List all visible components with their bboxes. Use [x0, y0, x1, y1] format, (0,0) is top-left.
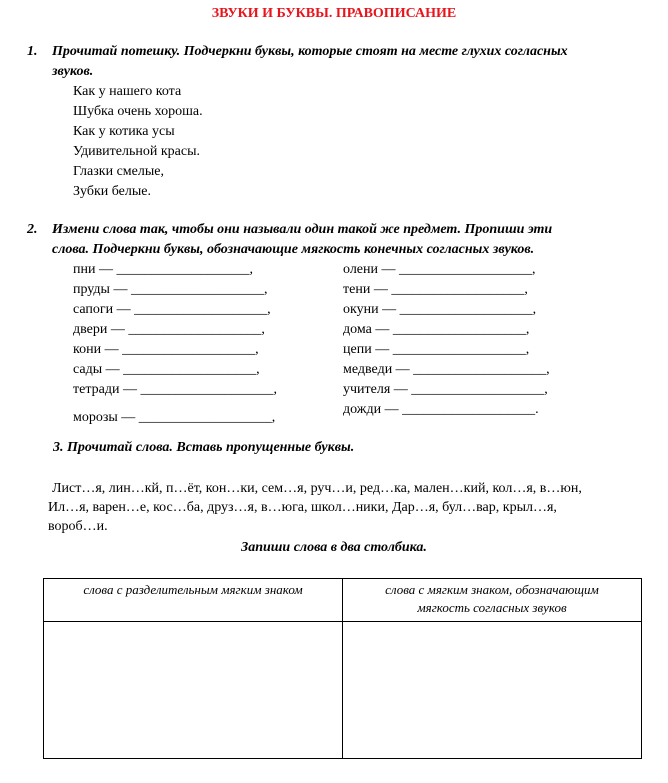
- page-title: ЗВУКИ И БУКВЫ. ПРАВОПИСАНИЕ: [211, 6, 457, 21]
- task2-number: 2.: [27, 222, 38, 237]
- word-item[interactable]: кони — ___________________,: [73, 342, 259, 357]
- word-item[interactable]: дожди — ___________________.: [343, 402, 539, 417]
- word-item[interactable]: медведи — ___________________,: [343, 362, 550, 377]
- word-item[interactable]: пруды — ___________________,: [73, 282, 268, 297]
- table-header-col2-line1: слова с мягким знаком, обозначающим: [385, 582, 599, 597]
- table-header-col2: [343, 579, 642, 622]
- poem-line: Шубка очень хороша.: [73, 104, 203, 119]
- task3-words-line1[interactable]: Лист…я, лин…кй, п…ёт, кон…ки, сем…я, руч…и, ред…ка, мален…кий, кол…я, в…юн,: [52, 481, 582, 496]
- task3-subtitle: Запиши слова в два столбика.: [241, 540, 427, 555]
- word-item[interactable]: дома — ___________________,: [343, 322, 530, 337]
- poem-line: Глазки смелые,: [73, 164, 164, 179]
- poem-line: Зубки белые.: [73, 184, 152, 199]
- poem-line: Как у нашего кота: [73, 84, 182, 99]
- task2-instruction-line2: слова. Подчеркни буквы, обозначающие мягкость конечных согласных звуков.: [52, 242, 535, 257]
- word-item[interactable]: окуни — ___________________,: [343, 302, 537, 317]
- word-item[interactable]: сады — ___________________,: [73, 362, 260, 377]
- task2-instruction-line1: Измени слова так, чтобы они называли один такой же предмет. Пропиши эти: [52, 222, 553, 237]
- poem-line: Как у котика усы: [73, 124, 175, 139]
- word-item[interactable]: сапоги — ___________________,: [73, 302, 271, 317]
- word-item[interactable]: морозы — ___________________,: [73, 410, 276, 425]
- task1-number: 1.: [27, 44, 38, 59]
- task1-instruction-line2: звуков.: [52, 64, 94, 79]
- table-header-col1: [44, 579, 343, 622]
- word-item[interactable]: двери — ___________________,: [73, 322, 265, 337]
- table-header-col1-text: слова с разделительным мягким знаком: [83, 582, 303, 597]
- task3-instruction: 3. Прочитай слова. Вставь пропущенные буквы.: [53, 440, 355, 455]
- table-cell-col1[interactable]: [44, 622, 343, 759]
- task3-words-line3[interactable]: вороб…и.: [48, 519, 108, 534]
- word-item[interactable]: тени — ___________________,: [343, 282, 528, 297]
- word-item[interactable]: тетради — ___________________,: [73, 382, 277, 397]
- word-item[interactable]: учителя — ___________________,: [343, 382, 548, 397]
- word-item[interactable]: пни — ___________________,: [73, 262, 253, 277]
- poem: [73, 82, 203, 202]
- task3-words-line2[interactable]: Ил…я, варен…е, кос…ба, друз…я, в…юга, школ…ники, Дар…я, бул…вар, крыл…я,: [48, 500, 557, 515]
- poem-line: Удивительной красы.: [73, 144, 200, 159]
- task1-instruction-line1: Прочитай потешку. Подчеркни буквы, которые стоят на месте глухих согласных: [52, 44, 568, 59]
- word-item[interactable]: олени — ___________________,: [343, 262, 536, 277]
- answer-table: [43, 578, 642, 759]
- table-cell-col2[interactable]: [343, 622, 642, 759]
- table-header-col2-line2: мягкость согласных звуков: [417, 600, 567, 615]
- word-item[interactable]: цепи — ___________________,: [343, 342, 530, 357]
